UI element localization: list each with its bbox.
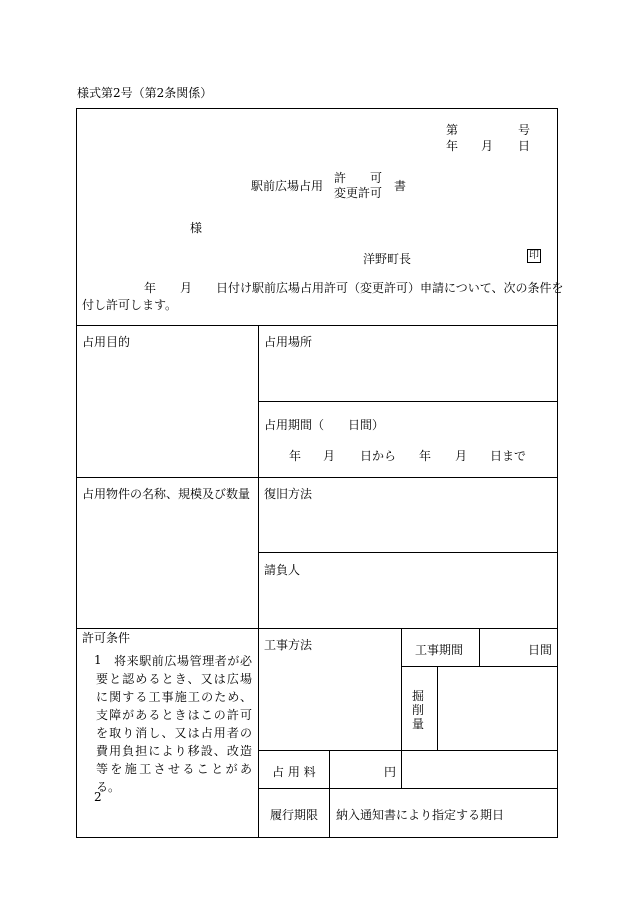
excavation-divider (437, 666, 438, 750)
intro-text-line1: 日付け駅前広場占用許可（変更許可）申請について、次の条件を (216, 281, 564, 295)
period-month-2: 月 (455, 449, 468, 463)
location-label: 占用場所 (264, 335, 313, 349)
period-month-1: 月 (323, 449, 336, 463)
intro-month: 月 (180, 281, 193, 295)
deadline-value: 納入通知書により指定する期日 (336, 808, 505, 822)
excavation-char: 削 (411, 703, 424, 717)
period-divider (76, 477, 558, 478)
deadline-label: 履行期限 (270, 808, 319, 822)
intro-year: 年 (144, 281, 157, 295)
work-period-unit: 日間 (528, 643, 553, 657)
fee-unit-divider (401, 750, 402, 788)
title-suffix: 書 (394, 179, 407, 193)
condition-1-line: 支障があるときはこの許可 (96, 708, 252, 722)
main-column-divider (258, 325, 259, 838)
excavation-char: 量 (411, 717, 424, 731)
issuer-name: 洋野町長 (363, 252, 412, 266)
issue-date-month: 月 (481, 139, 494, 153)
method-right-divider (401, 628, 402, 750)
condition-1-number: 1 (94, 653, 102, 667)
recipient-honorific: 様 (190, 221, 203, 235)
method-bottom (258, 750, 558, 751)
form-number: 様式第2号（第2条関係） (77, 86, 213, 100)
excavation-char: 掘 (411, 689, 424, 703)
restore-method-label: 復旧方法 (264, 487, 313, 501)
condition-1-line: 要と認めるとき、又は広場 (96, 672, 252, 686)
work-period-label: 工事期間 (415, 643, 464, 657)
condition-1-line: に関する工事施工のため、 (96, 690, 252, 704)
condition-1-line: 将来駅前広場管理者が必 (114, 654, 252, 668)
condition-1-line: 費用負担により移設、改造 (96, 744, 252, 758)
intro-text-line2: 付し許可します。 (82, 298, 178, 312)
fee-unit: 円 (384, 765, 397, 779)
location-divider (258, 401, 558, 402)
restore-divider (258, 552, 558, 553)
period-from: 日から (360, 449, 397, 463)
condition-1-line: を取り消し、又は占用者の (96, 726, 252, 740)
items-label: 占用物件の名称、規模及び数量 (82, 487, 251, 501)
condition-1-line: る。 (96, 780, 121, 794)
document-number-suffix: 号 (518, 123, 531, 137)
fee-bottom (258, 788, 558, 789)
contractor-divider (76, 628, 558, 629)
title-option-change: 変更許可 (334, 186, 383, 200)
condition-2-number: 2 (94, 790, 102, 804)
issue-date-day: 日 (518, 139, 531, 153)
purpose-label: 占用目的 (82, 335, 131, 349)
period-year-1: 年 (289, 449, 302, 463)
document-title: 駅前広場占用 (251, 179, 324, 193)
fee-label-divider (329, 750, 330, 838)
period-year-2: 年 (419, 449, 432, 463)
contractor-label: 請負人 (264, 563, 301, 577)
fee-label: 占 用 料 (272, 765, 316, 779)
header-divider (76, 325, 558, 326)
conditions-label: 許可条件 (82, 631, 131, 645)
construction-method-label: 工事方法 (264, 638, 313, 652)
excavation-label (411, 689, 425, 731)
condition-1-text (96, 652, 252, 796)
work-period-bottom (401, 666, 558, 667)
issue-date-year: 年 (446, 139, 459, 153)
title-option-permit: 許 可 (334, 171, 383, 185)
period-label: 占用期間（ 日間） (264, 418, 385, 432)
document-number-prefix: 第 (446, 123, 459, 137)
work-period-divider (479, 628, 480, 666)
condition-1-line: 等を施工させることがあ (96, 762, 252, 776)
seal-mark: 印 (529, 250, 539, 261)
period-to: 日まで (490, 449, 527, 463)
